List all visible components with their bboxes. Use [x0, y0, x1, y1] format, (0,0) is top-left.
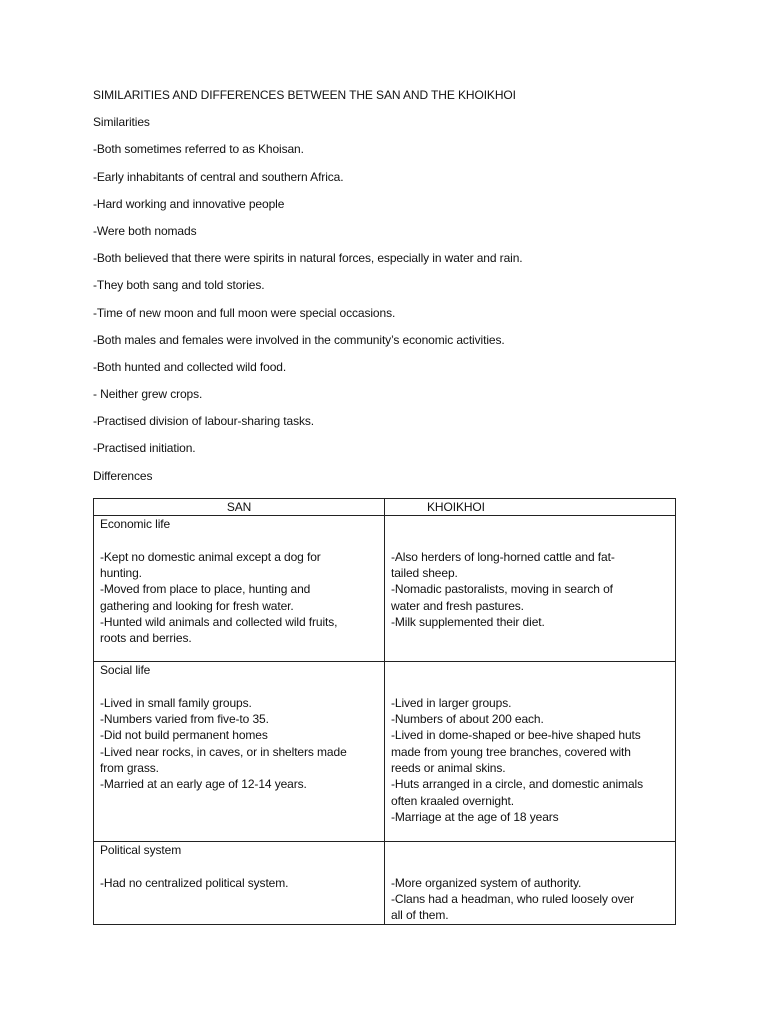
khoikhoi-line: tailed sheep. [391, 566, 458, 581]
san-line: -Numbers varied from five-to 35. [100, 712, 269, 727]
spacer [100, 859, 378, 875]
khoikhoi-line: -Clans had a headman, who ruled loosely over [391, 892, 635, 907]
similarity-item: -Both sometimes referred to as Khoisan. [93, 142, 304, 157]
spacer [100, 533, 378, 549]
khoikhoi-line: reeds or animal skins. [391, 761, 506, 776]
khoikhoi-line: -Marriage at the age of 18 years [391, 809, 559, 824]
khoikhoi-line: often kraaled overnight. [391, 793, 515, 808]
san-line: hunting. [100, 566, 142, 581]
spacer [100, 679, 378, 695]
khoikhoi-line: -Nomadic pastoralists, moving in search of [391, 582, 613, 597]
khoikhoi-line: -Milk supplemented their diet. [391, 615, 545, 630]
san-line: roots and berries. [100, 631, 192, 646]
khoikhoi-line: -Also herders of long-horned cattle and fat- [391, 549, 615, 564]
khoikhoi-cell [385, 842, 676, 924]
khoikhoi-line: -Huts arranged in a circle, and domestic animals [391, 777, 643, 792]
similarity-item: -Both hunted and collected wild food. [93, 359, 287, 374]
similarities-list [93, 136, 523, 462]
khoikhoi-line: water and fresh pastures. [391, 598, 524, 613]
similarity-item: -They both sang and told stories. [93, 278, 265, 293]
table-row [94, 516, 676, 662]
differences-heading: Differences [93, 468, 153, 483]
document-body [93, 82, 523, 490]
san-line: -Moved from place to place, hunting and [100, 582, 311, 597]
san-line: -Kept no domestic animal except a dog for [100, 549, 321, 564]
similarity-item: - Neither grew crops. [93, 387, 203, 402]
similarity-item: -Were both nomads [93, 223, 197, 238]
similarity-item: -Early inhabitants of central and southern Africa. [93, 169, 344, 184]
differences-table [93, 498, 676, 925]
khoikhoi-line: made from young tree branches, covered with [391, 744, 631, 759]
san-line: -Did not build permanent homes [100, 728, 268, 743]
san-line: gathering and looking for fresh water. [100, 598, 294, 613]
san-cell [94, 516, 385, 662]
san-line: -Lived in small family groups. [100, 695, 252, 710]
khoikhoi-cell [385, 662, 676, 842]
similarity-item: -Both males and females were involved in the community’s economic activities. [93, 332, 505, 347]
san-line: -Had no centralized political system. [100, 875, 289, 890]
document-title: SIMILARITIES AND DIFFERENCES BETWEEN THE SAN AND THE KHOIKHOI [93, 88, 516, 102]
header-san: SAN [94, 499, 385, 516]
header-khoikhoi: KHOIKHOI [385, 499, 676, 516]
san-cell [94, 842, 385, 924]
category-label: Social life [100, 663, 151, 678]
table-row [94, 662, 676, 842]
table-row [94, 842, 676, 924]
category-label: Economic life [100, 517, 171, 532]
similarity-item: -Hard working and innovative people [93, 196, 285, 211]
table-header-row [94, 499, 676, 516]
khoikhoi-line: -More organized system of authority. [391, 875, 582, 890]
similarity-item: -Practised initiation. [93, 441, 196, 456]
khoikhoi-line: -Lived in larger groups. [391, 695, 512, 710]
san-line: -Hunted wild animals and collected wild fruits, [100, 615, 338, 630]
similarity-item: -Practised division of labour-sharing tasks. [93, 414, 315, 429]
khoikhoi-cell [385, 516, 676, 662]
san-line: -Married at an early age of 12-14 years. [100, 777, 307, 792]
similarity-item: -Time of new moon and full moon were special occasions. [93, 305, 396, 320]
san-line: -Lived near rocks, in caves, or in shelters made [100, 744, 347, 759]
category-label: Political system [100, 843, 182, 858]
similarity-item: -Both believed that there were spirits in natural forces, especially in water and rain. [93, 251, 523, 266]
khoikhoi-line: -Lived in dome-shaped or bee-hive shaped huts [391, 728, 641, 743]
similarities-heading: Similarities [93, 115, 150, 130]
khoikhoi-line: -Numbers of about 200 each. [391, 712, 544, 727]
san-cell [94, 662, 385, 842]
khoikhoi-line: all of them. [391, 908, 449, 923]
san-line: from grass. [100, 761, 159, 776]
